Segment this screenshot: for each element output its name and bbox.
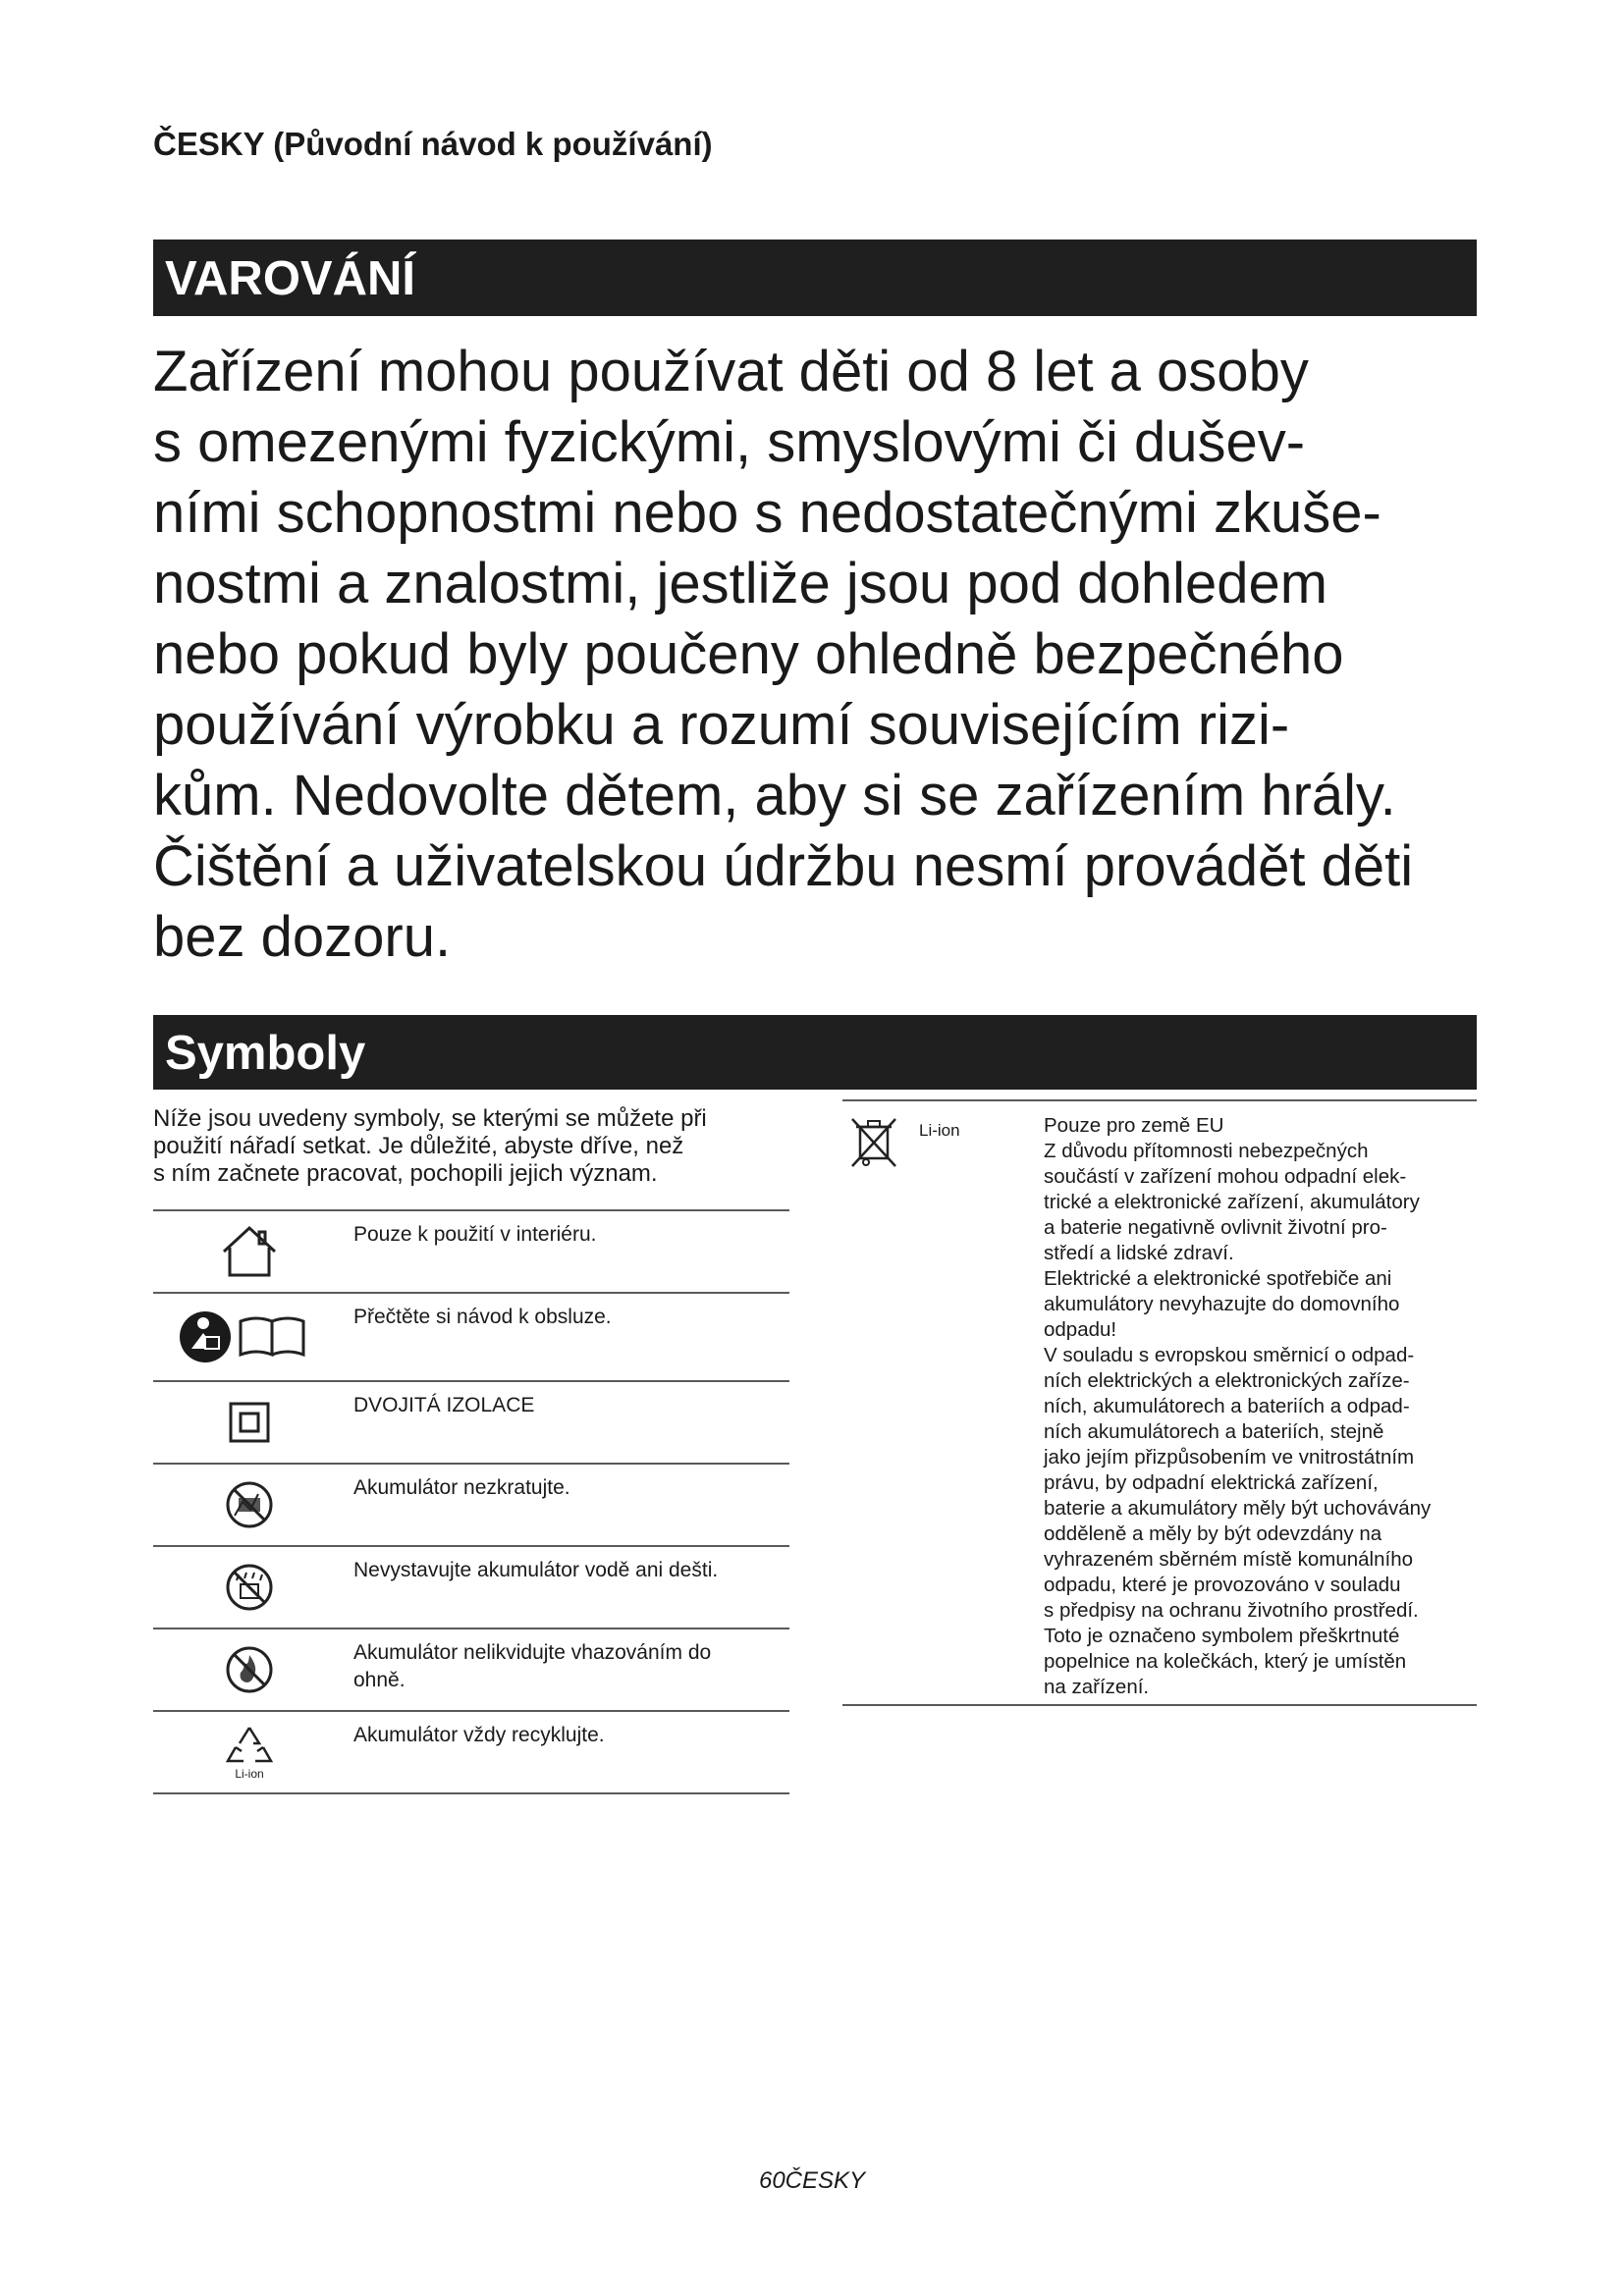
intro-line: použití nářadí setkat. Je důležité, abyste dříve, než <box>153 1133 684 1159</box>
house-icon <box>153 1211 346 1292</box>
warning-line: používání výrobku a rozumí souvisejícím rizi- <box>153 693 1290 757</box>
warning-heading: VAROVÁNÍ <box>153 240 1477 316</box>
symbol-description: Pouze k použití v interiéru. <box>353 1223 597 1246</box>
table-row <box>153 1209 789 1292</box>
table-row <box>153 1545 789 1628</box>
eu-disposal-section <box>842 1099 1477 1706</box>
warning-line: nostmi a znalostmi, jestliže jsou pod dohledem <box>153 552 1328 615</box>
symbol-description: Akumulátor nelikvidujte vhazováním do ohně. <box>353 1641 712 1691</box>
table-row <box>153 1463 789 1545</box>
no-short-circuit-icon <box>153 1465 346 1545</box>
table-row <box>153 1380 789 1463</box>
table-row <box>153 1628 789 1710</box>
intro-line: s ním začnete pracovat, pochopili jejich význam. <box>153 1160 658 1187</box>
warning-line: s omezenými fyzickými, smyslovými či dušev- <box>153 410 1306 474</box>
page-number: 60ČESKY <box>758 2167 866 2194</box>
symbol-description: Přečtěte si návod k obsluze. <box>353 1306 612 1328</box>
symbols-table <box>153 1209 789 1794</box>
symbol-description: Akumulátor vždy recyklujte. <box>353 1724 605 1746</box>
symbols-heading: Symboly <box>153 1015 1477 1090</box>
table-row <box>153 1710 789 1794</box>
warning-line: ními schopnostmi nebo s nedostatečnými zkuše- <box>153 481 1381 545</box>
symbol-description: Akumulátor nezkratujte. <box>353 1476 570 1499</box>
warning-line: Čištění a uživatelskou údržbu nesmí provádět děti <box>153 834 1414 898</box>
warning-line: kům. Nedovolte dětem, aby si se zařízením hrály. <box>153 764 1396 828</box>
warning-line: bez dozoru. <box>153 905 452 969</box>
bin-icon-label: Li-ion <box>919 1121 960 1140</box>
warning-text <box>153 337 1489 973</box>
read-manual-icon <box>153 1294 346 1380</box>
warning-line: nebo pokud byly poučeny ohledně bezpečného <box>153 622 1344 686</box>
recycle-label: Li-ion <box>235 1767 264 1781</box>
recycle-icon <box>153 1712 346 1792</box>
eu-disposal-text: Pouze pro země EU Z důvodu přítomnosti nebezpečných součástí v zařízení mohou odpadní elek- trické a elektronické zařízení, akumulátory a baterie negativně ovlivnit životní pro- středí a lidské zdraví. Elektrické a elektronické spotřebiče ani akumulátory nevyhazujte do domovního odpadu! V souladu s evropskou směrnicí o odpad- ních elektrických a elektronických zaříze- ních, akumulátorech a bateriích a odpad- ních akumulátorech a bateriích, stejně jako jejím přizpůsobením ve vnitrostátním právu, by odpadní elektrická zařízení, baterie a akumulátory měly být uchovávány odděleně a měly by být odevzdány na vyhrazeném sběrném místě komunálního odpadu, které je provozováno v souladu s předpisy na ochranu životního prostředí. Toto je označeno symbolem přeškrtnuté popelnice na kolečkách, který je umístěn na zařízení. <box>1044 1114 1432 1698</box>
symbol-description: DVOJITÁ IZOLACE <box>353 1394 535 1416</box>
intro-line: Níže jsou uvedeny symboly, se kterými se můžete při <box>153 1105 707 1132</box>
page-title: ČESKY (Původní návod k používání) <box>153 126 713 162</box>
crossed-bin-icon <box>848 1115 899 1170</box>
no-water-icon <box>153 1547 346 1628</box>
symbol-description: Nevystavujte akumulátor vodě ani dešti. <box>353 1559 719 1581</box>
table-row <box>153 1292 789 1380</box>
no-fire-icon <box>153 1629 346 1710</box>
warning-line: Zařízení mohou používat děti od 8 let a osoby <box>153 340 1309 403</box>
double-insulation-icon <box>153 1382 346 1463</box>
symbols-intro <box>153 1105 791 1188</box>
